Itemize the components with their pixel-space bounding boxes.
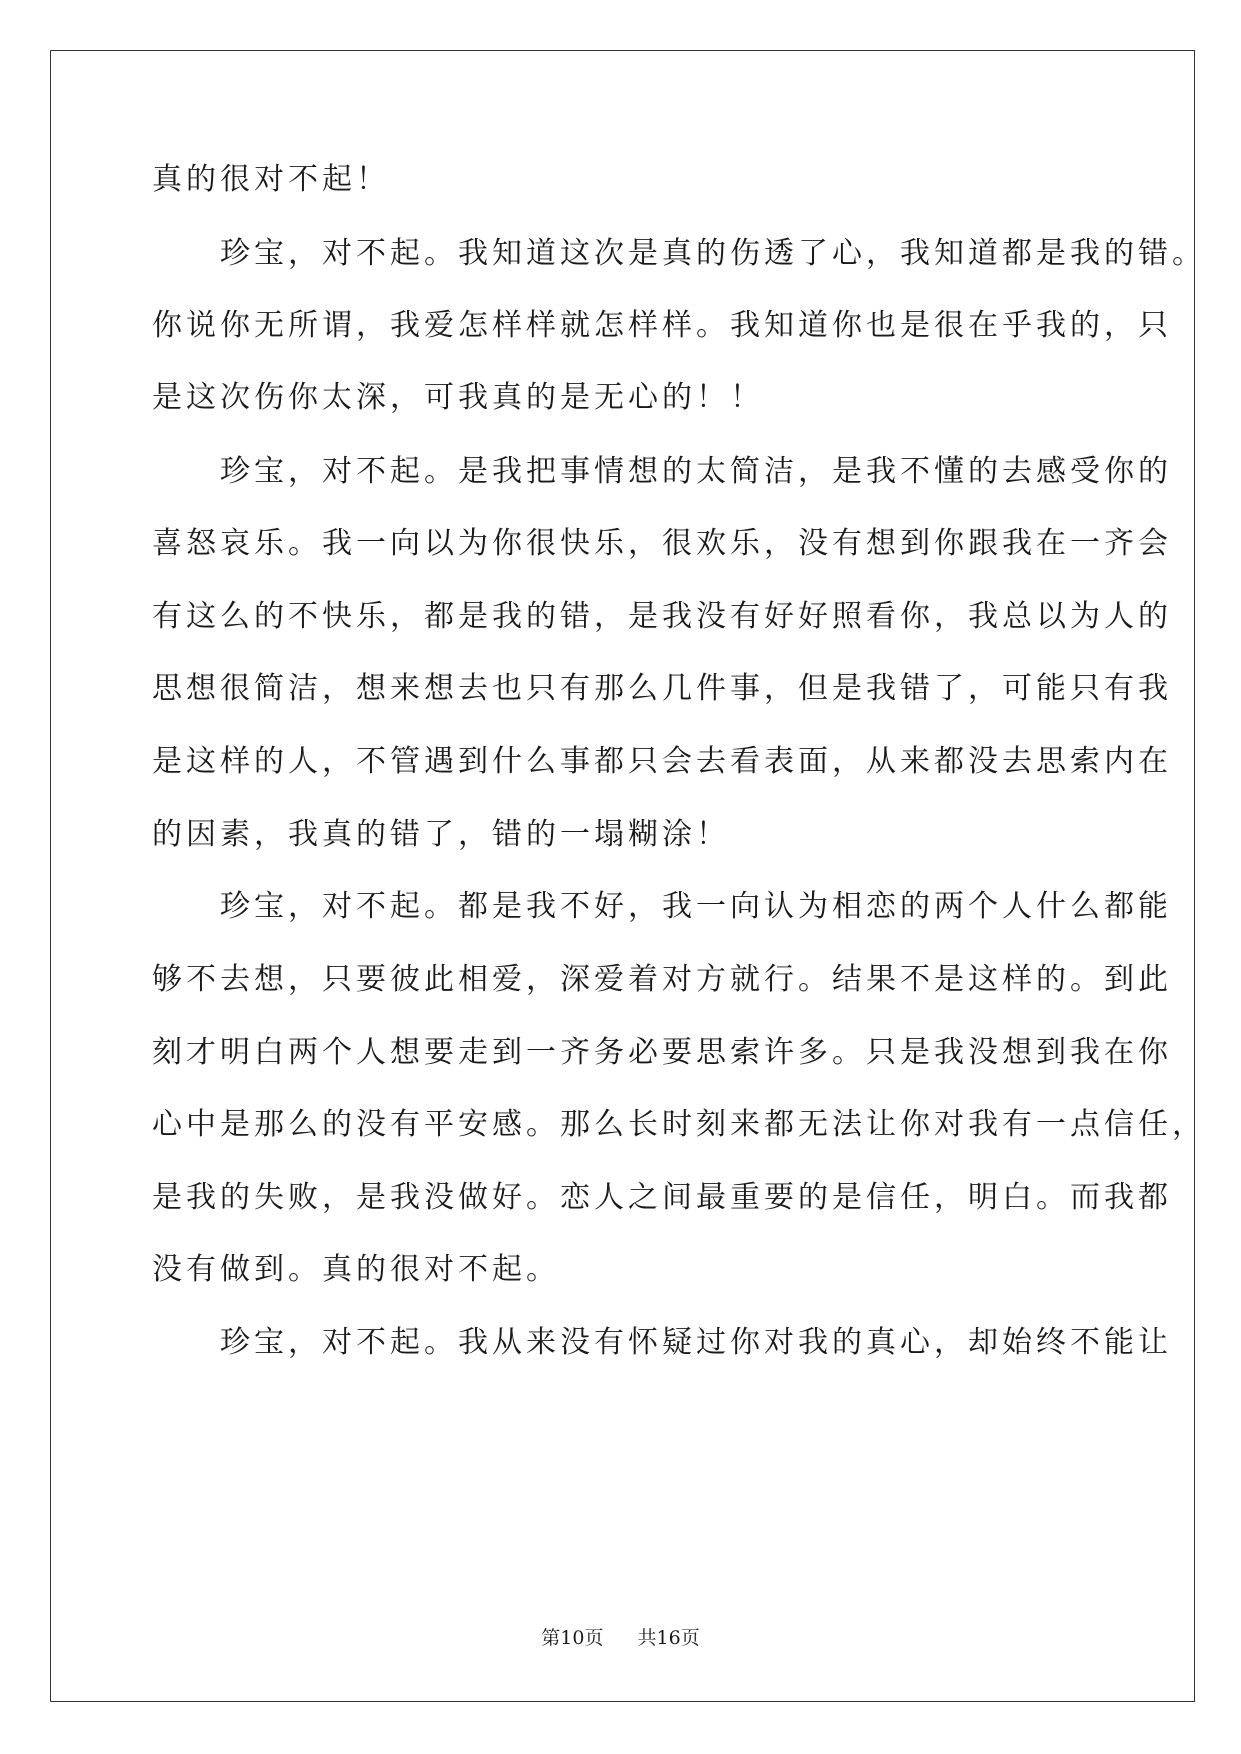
text-line-16: 没有做到。真的很对不起。 (152, 1252, 560, 1287)
page-number: 第10页 (541, 1627, 604, 1649)
text-line-14: 心中是那么的没有平安感。那么长时刻来都无法让你对我有一点信任， (152, 1107, 1206, 1142)
text-line-12: 够不去想，只要彼此相爱，深爱着对方就行。结果不是这样的。到此 (152, 962, 1172, 997)
text-line-8: 思想很简洁，想来想去也只有那么几件事，但是我错了，可能只有我 (152, 671, 1172, 706)
text-line-6: 喜怒哀乐。我一向以为你很快乐，很欢乐，没有想到你跟我在一齐会 (152, 526, 1172, 561)
text-line-7: 有这么的不快乐，都是我的错，是我没有好好照看你，我总以为人的 (152, 599, 1172, 634)
page-border (50, 50, 1195, 1702)
text-line-11: 珍宝，对不起。都是我不好，我一向认为相恋的两个人什么都能 (152, 889, 1172, 924)
text-line-4: 是这次伤你太深，可我真的是无心的！！ (152, 380, 764, 415)
text-line-1: 真的很对不起！ (152, 162, 390, 197)
text-line-17: 珍宝，对不起。我从来没有怀疑过你对我的真心，却始终不能让 (152, 1325, 1172, 1360)
text-line-2: 珍宝，对不起。我知道这次是真的伤透了心，我知道都是我的错。 (152, 236, 1206, 271)
text-line-3: 你说你无所谓，我爱怎样样就怎样样。我知道你也是很在乎我的，只 (152, 308, 1172, 343)
page-total: 共16页 (637, 1627, 700, 1649)
text-line-5: 珍宝，对不起。是我把事情想的太简洁，是我不懂的去感受你的 (152, 454, 1172, 489)
text-line-10: 的因素，我真的错了，错的一塌糊涂！ (152, 817, 730, 852)
text-line-15: 是我的失败，是我没做好。恋人之间最重要的是信任，明白。而我都 (152, 1180, 1172, 1215)
text-line-9: 是这样的人，不管遇到什么事都只会去看表面，从来都没去思索内在 (152, 744, 1172, 779)
page-footer (0, 1626, 1241, 1650)
text-line-13: 刻才明白两个人想要走到一齐务必要思索许多。只是我没想到我在你 (152, 1035, 1172, 1070)
